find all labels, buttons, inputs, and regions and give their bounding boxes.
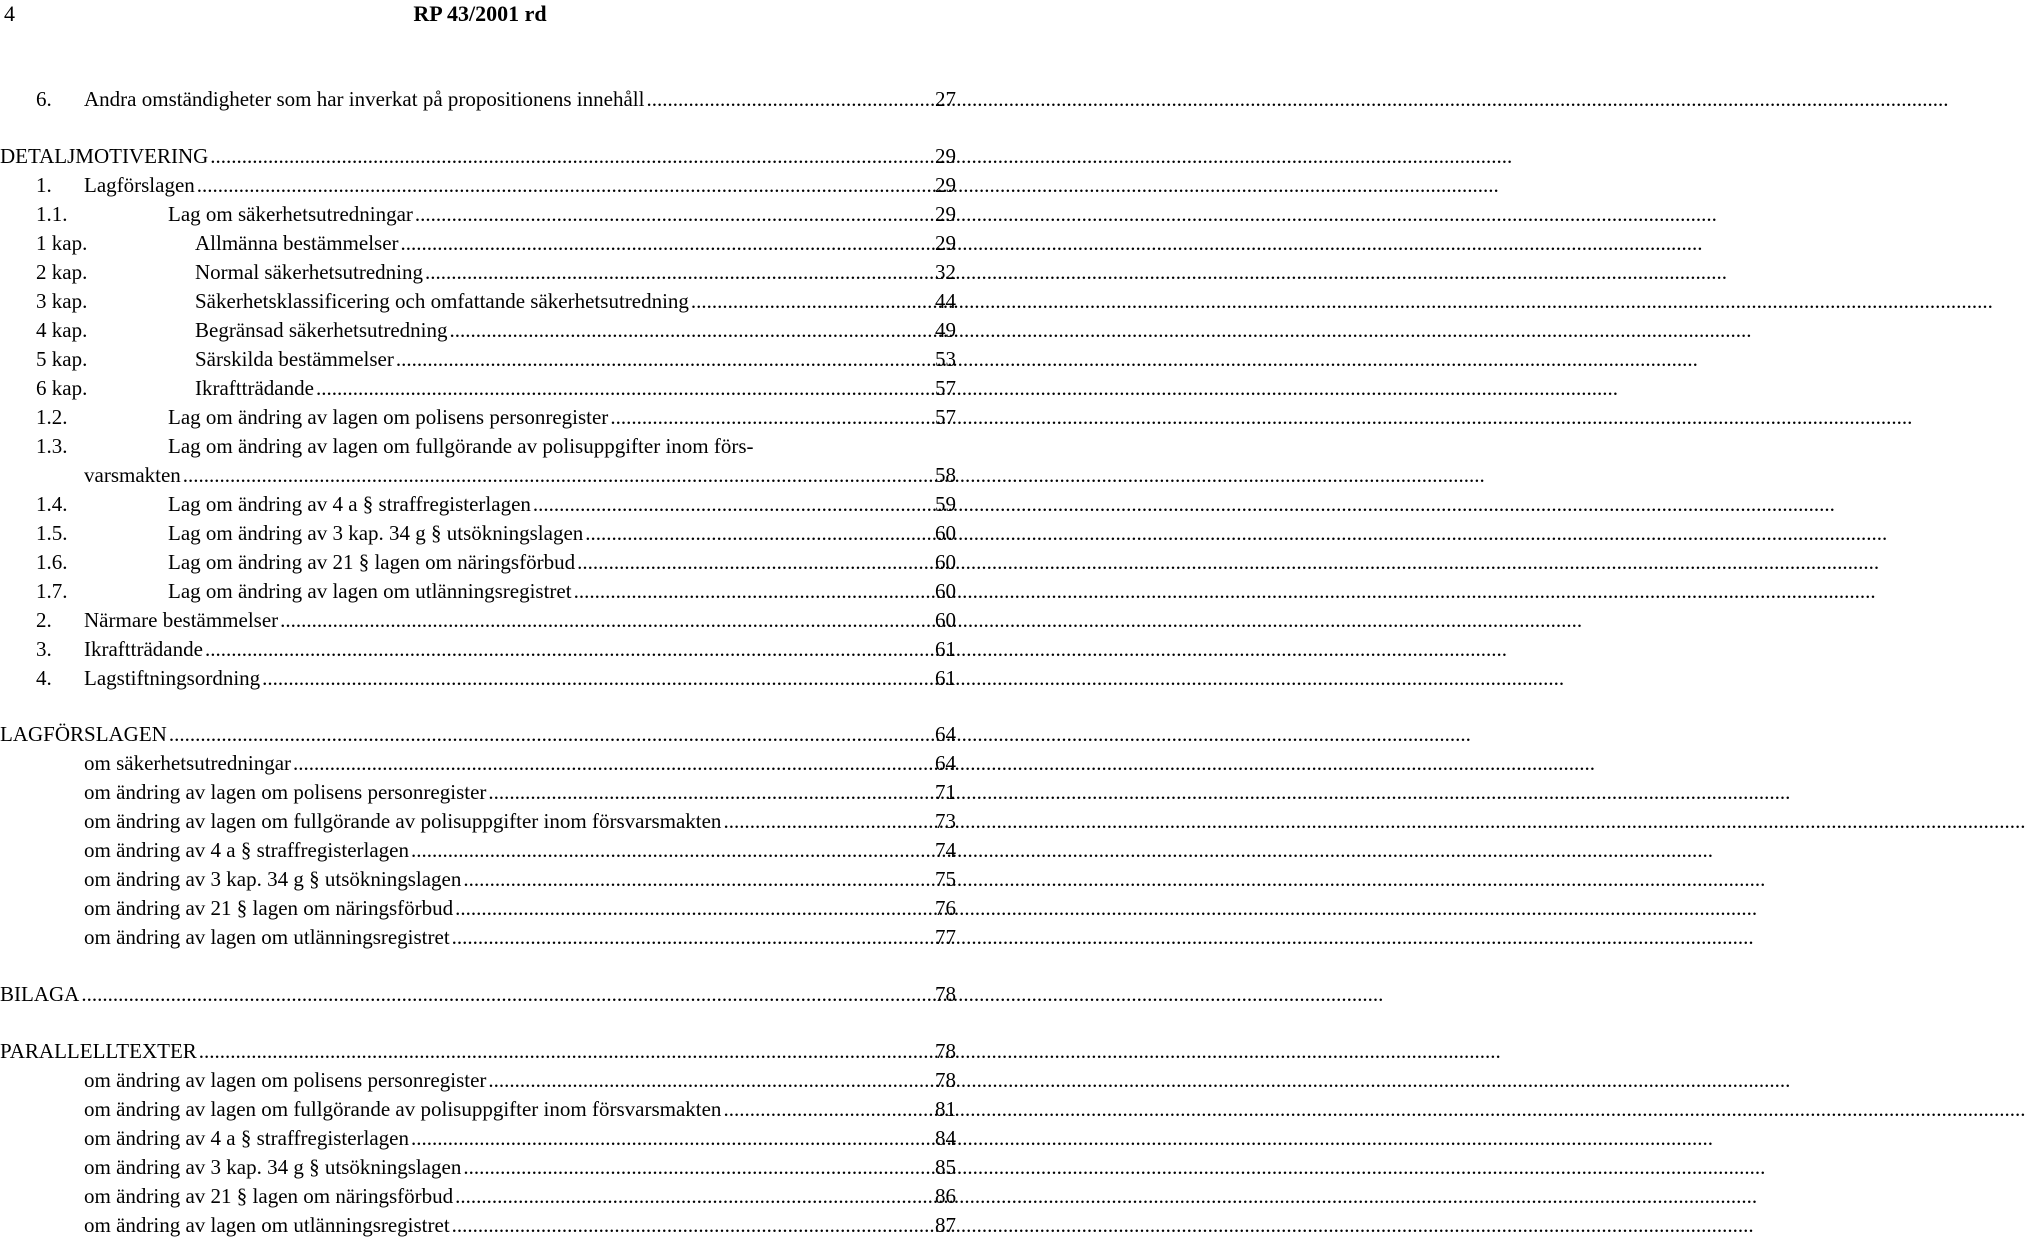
toc-page: 44 xyxy=(935,289,956,313)
toc-leader xyxy=(486,778,932,807)
toc-title: Andra omständigheter som har inverkat på propositionens innehåll xyxy=(84,87,645,111)
toc-leader xyxy=(203,635,932,664)
toc-title: om ändring av lagen om utlänningsregistret xyxy=(84,1213,450,1237)
toc-number: 4 kap. xyxy=(36,318,88,342)
toc-subentry[interactable] xyxy=(0,1095,956,1124)
toc-page: 60 xyxy=(935,608,956,632)
toc-page: 85 xyxy=(935,1155,956,1179)
toc-page: 57 xyxy=(935,376,956,400)
toc-leader xyxy=(575,548,932,577)
toc-leader xyxy=(409,1124,932,1153)
toc-title: Säkerhetsklassificering och omfattande säkerhetsutredning xyxy=(195,289,689,313)
toc-leader xyxy=(409,836,932,865)
toc-leader xyxy=(278,606,932,635)
toc-title: DETALJMOTIVERING xyxy=(0,144,209,168)
toc-subentry[interactable] xyxy=(0,1211,956,1240)
toc-page: 60 xyxy=(935,579,956,603)
toc-number: 2 kap. xyxy=(36,260,88,284)
toc-title: Lagstiftningsordning xyxy=(84,666,261,690)
toc-leader xyxy=(167,720,932,749)
toc-page: 71 xyxy=(935,780,956,804)
toc-page: 53 xyxy=(935,347,956,371)
toc-title: Allmänna bestämmelser xyxy=(195,231,399,255)
toc-entry[interactable] xyxy=(0,606,956,635)
toc-title: Lag om ändring av lagen om polisens personregister xyxy=(168,405,609,429)
table-of-contents xyxy=(0,0,960,1242)
toc-title: om ändring av lagen om fullgörande av polisuppgifter inom försvarsmakten xyxy=(84,809,722,833)
toc-leader xyxy=(314,374,932,403)
toc-page: 32 xyxy=(935,260,956,284)
toc-leader xyxy=(453,894,932,923)
toc-subentry[interactable] xyxy=(0,923,956,952)
toc-entry[interactable] xyxy=(0,490,956,519)
toc-number: 1.6. xyxy=(36,550,68,574)
toc-number: 1. xyxy=(36,173,52,197)
toc-leader xyxy=(721,1095,932,1124)
toc-entry[interactable] xyxy=(0,316,956,345)
toc-title: Lag om ändring av 4 a § straffregisterlagen xyxy=(168,492,531,516)
toc-heading-entry[interactable] xyxy=(0,1037,956,1066)
toc-number: 3 kap. xyxy=(36,289,88,313)
toc-number: 3. xyxy=(36,637,52,661)
toc-leader xyxy=(531,490,932,519)
toc-title: Närmare bestämmelser xyxy=(84,608,279,632)
toc-page: 29 xyxy=(935,144,956,168)
toc-subentry[interactable] xyxy=(0,894,956,923)
toc-leader xyxy=(413,200,932,229)
page-number: 4 xyxy=(4,1,15,26)
toc-entry[interactable] xyxy=(0,635,956,664)
toc-entry[interactable] xyxy=(0,374,956,403)
toc-title: Lag om säkerhetsutredningar xyxy=(168,202,413,226)
toc-leader xyxy=(394,345,932,374)
toc-entry[interactable] xyxy=(0,229,956,258)
toc-page: 64 xyxy=(935,722,956,746)
toc-number: 6 kap. xyxy=(36,376,88,400)
toc-heading-entry[interactable] xyxy=(0,980,956,1009)
toc-number: 5 kap. xyxy=(36,347,88,371)
toc-title: Lag om ändring av 21 § lagen om näringsförbud xyxy=(168,550,576,574)
toc-entry[interactable] xyxy=(0,200,956,229)
toc-page: 57 xyxy=(935,405,956,429)
toc-number: 1.5. xyxy=(36,521,68,545)
toc-subentry[interactable] xyxy=(0,1124,956,1153)
toc-entry[interactable] xyxy=(0,345,956,374)
toc-page: 49 xyxy=(935,318,956,342)
toc-title: om ändring av 21 § lagen om näringsförbud xyxy=(84,1184,454,1208)
toc-title: BILAGA xyxy=(0,982,80,1006)
toc-title: Lag om ändring av 3 kap. 34 g § utsökningslagen xyxy=(168,521,584,545)
toc-leader xyxy=(572,577,932,606)
toc-page: 73 xyxy=(935,809,956,833)
toc-page: 60 xyxy=(935,521,956,545)
toc-number: 6. xyxy=(36,87,52,111)
toc-leader xyxy=(260,664,932,693)
toc-heading-entry[interactable] xyxy=(0,142,956,171)
toc-page: 78 xyxy=(935,1068,956,1092)
toc-leader xyxy=(195,171,932,200)
toc-number: 2. xyxy=(36,608,52,632)
toc-page: 58 xyxy=(935,463,956,487)
toc-entry[interactable] xyxy=(0,519,956,548)
toc-subentry[interactable] xyxy=(0,778,956,807)
toc-page: 29 xyxy=(935,173,956,197)
toc-leader xyxy=(689,287,932,316)
toc-title: om ändring av 4 a § straffregisterlagen xyxy=(84,1126,409,1150)
toc-leader xyxy=(721,807,932,836)
toc-leader xyxy=(448,316,932,345)
toc-title-continued: varsmakten xyxy=(84,463,181,487)
toc-entry[interactable] xyxy=(0,85,956,114)
toc-subentry[interactable] xyxy=(0,836,956,865)
toc-page: 61 xyxy=(935,637,956,661)
toc-title: Särskilda bestämmelser xyxy=(195,347,394,371)
toc-page: 87 xyxy=(935,1213,956,1237)
toc-leader xyxy=(399,229,932,258)
toc-title: om säkerhetsutredningar xyxy=(84,751,292,775)
toc-title: om ändring av 3 kap. 34 g § utsökningslagen xyxy=(84,1155,462,1179)
toc-leader xyxy=(197,1037,932,1066)
toc-entry[interactable] xyxy=(0,403,956,432)
toc-page: 64 xyxy=(935,751,956,775)
toc-entry[interactable] xyxy=(0,287,956,316)
toc-number: 4. xyxy=(36,666,52,690)
toc-leader xyxy=(79,980,932,1009)
toc-leader xyxy=(644,85,932,114)
toc-leader xyxy=(486,1066,932,1095)
toc-title: Ikraftträdande xyxy=(195,376,314,400)
toc-page: 29 xyxy=(935,231,956,255)
toc-subentry[interactable] xyxy=(0,1153,956,1182)
toc-number: 1.1. xyxy=(36,202,68,226)
toc-title: om ändring av lagen om fullgörande av polisuppgifter inom försvarsmakten xyxy=(84,1097,722,1121)
toc-entry[interactable] xyxy=(0,258,956,287)
toc-number: 1.4. xyxy=(36,492,68,516)
toc-leader xyxy=(423,258,932,287)
toc-entry[interactable] xyxy=(0,664,956,693)
toc-page: 61 xyxy=(935,666,956,690)
toc-entry-line1[interactable] xyxy=(0,432,956,461)
toc-subentry[interactable] xyxy=(0,1066,956,1095)
toc-heading-entry[interactable] xyxy=(0,720,956,749)
toc-title: Normal säkerhetsutredning xyxy=(195,260,424,284)
toc-leader xyxy=(450,1211,932,1240)
document-id: RP 43/2001 rd xyxy=(413,1,547,26)
toc-page: 74 xyxy=(935,838,956,862)
toc-leader xyxy=(453,1182,932,1211)
toc-title: om ändring av lagen om polisens personregister xyxy=(84,1068,487,1092)
toc-title: om ändring av lagen om utlänningsregistret xyxy=(84,925,450,949)
toc-subentry[interactable] xyxy=(0,749,956,778)
toc-number: 1 kap. xyxy=(36,231,88,255)
toc-page: 75 xyxy=(935,867,956,891)
toc-title: Lag om ändring av lagen om utlänningsregistret xyxy=(168,579,572,603)
toc-leader xyxy=(181,461,932,490)
toc-title: om ändring av 4 a § straffregisterlagen xyxy=(84,838,409,862)
toc-page: 76 xyxy=(935,896,956,920)
toc-entry[interactable] xyxy=(0,548,956,577)
toc-title: Begränsad säkerhetsutredning xyxy=(195,318,448,342)
toc-page: 77 xyxy=(935,925,956,949)
toc-number: 1.7. xyxy=(36,579,68,603)
toc-page: 78 xyxy=(935,1039,956,1063)
toc-page: 59 xyxy=(935,492,956,516)
toc-title: PARALLELLTEXTER xyxy=(0,1039,197,1063)
toc-subentry[interactable] xyxy=(0,1182,956,1211)
toc-title: Lag om ändring av lagen om fullgörande av polisuppgifter inom förs- xyxy=(168,434,754,458)
toc-title: om ändring av lagen om polisens personregister xyxy=(84,780,487,804)
toc-page: 29 xyxy=(935,202,956,226)
toc-page: 84 xyxy=(935,1126,956,1150)
toc-entry[interactable] xyxy=(0,171,956,200)
toc-entry-line2[interactable] xyxy=(0,461,956,490)
toc-number: 1.3. xyxy=(36,434,68,458)
toc-title: om ändring av 21 § lagen om näringsförbud xyxy=(84,896,454,920)
toc-subentry[interactable] xyxy=(0,865,956,894)
toc-page: 78 xyxy=(935,982,956,1006)
toc-leader xyxy=(583,519,932,548)
toc-leader xyxy=(291,749,932,778)
toc-title: Ikraftträdande xyxy=(84,637,203,661)
toc-leader xyxy=(208,142,932,171)
toc-page: 81 xyxy=(935,1097,956,1121)
toc-entry[interactable] xyxy=(0,577,956,606)
toc-leader xyxy=(461,1153,932,1182)
toc-leader xyxy=(450,923,932,952)
toc-number: 1.2. xyxy=(36,405,68,429)
toc-title: om ändring av 3 kap. 34 g § utsökningslagen xyxy=(84,867,462,891)
toc-leader xyxy=(608,403,932,432)
toc-subentry[interactable] xyxy=(0,807,956,836)
toc-page: 86 xyxy=(935,1184,956,1208)
toc-title: Lagförslagen xyxy=(84,173,195,197)
toc-title: LAGFÖRSLAGEN xyxy=(0,722,167,746)
toc-leader xyxy=(461,865,932,894)
toc-page: 27 xyxy=(935,87,956,111)
toc-page: 60 xyxy=(935,550,956,574)
